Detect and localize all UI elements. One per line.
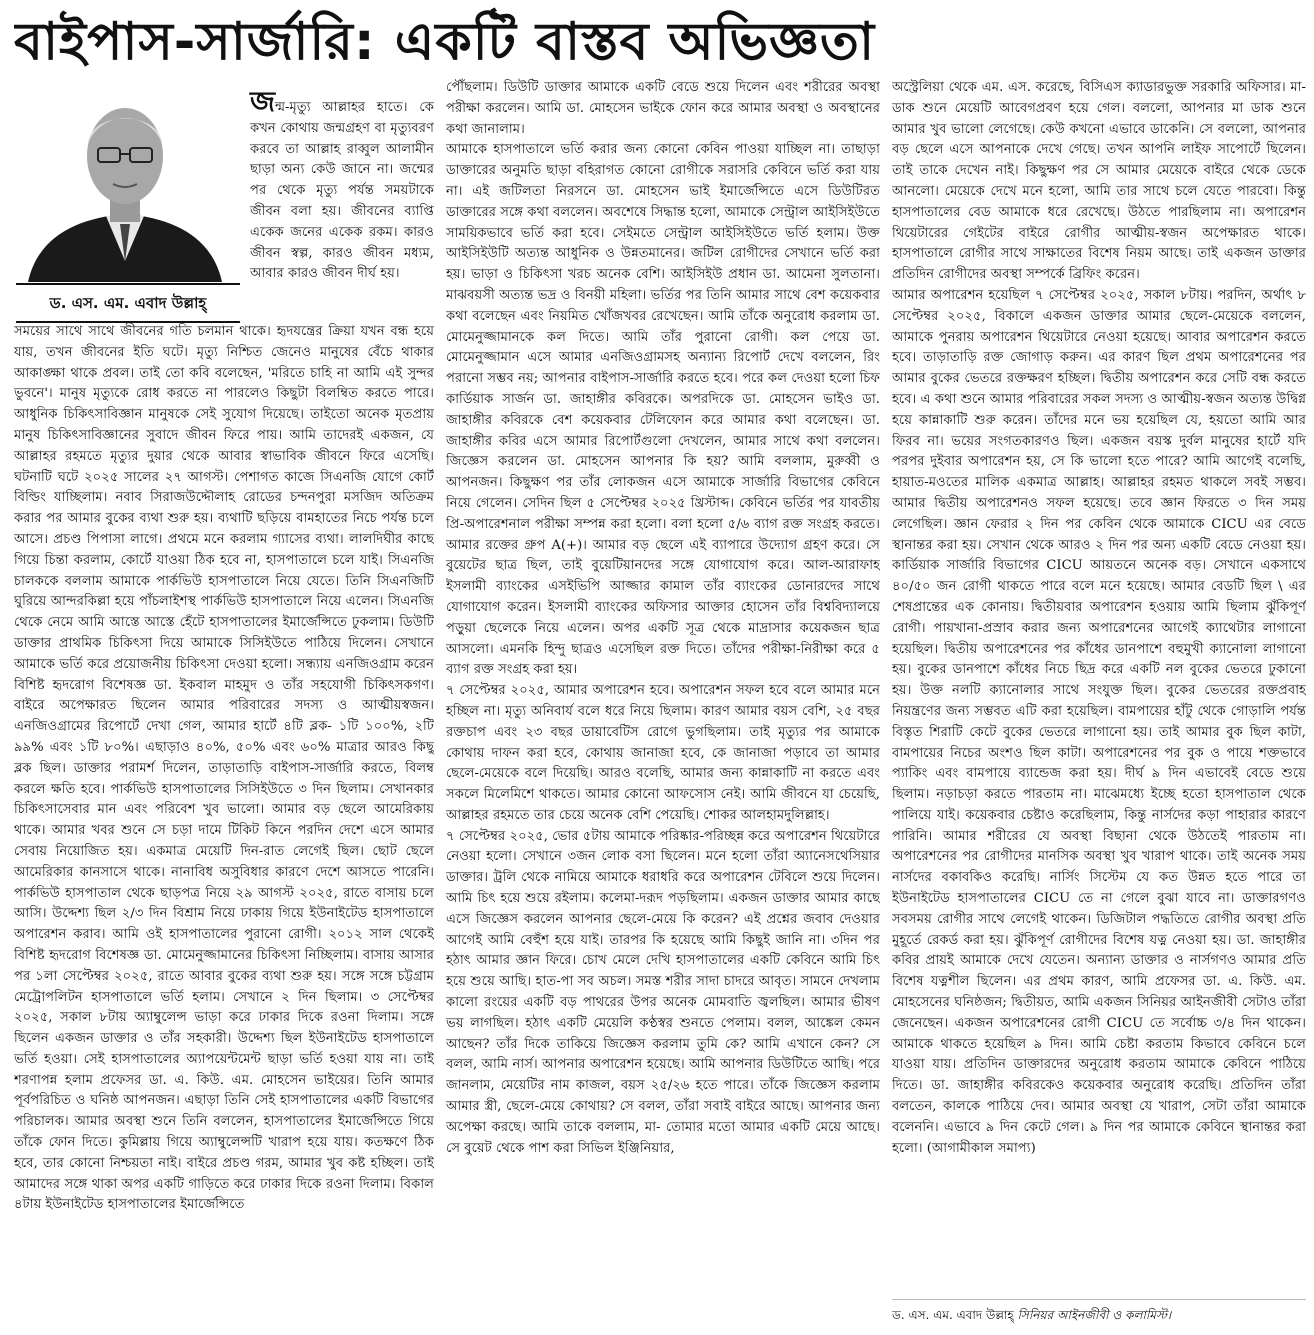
article-column-1 — [14, 78, 434, 1330]
author-block — [14, 78, 434, 322]
headline: বাইপাস-সার্জারি: একটি বাস্তব অভিজ্ঞতা — [14, 12, 876, 72]
author-byline: ড. এস. এম. এবাদ উল্লাহ্ — [16, 283, 240, 323]
col2-paragraph-4: ৭ সেপ্টেম্বর ২০২৫, ভোর ৫টায় আমাকে পরিষ্কার-পরিচ্ছন্ন করে অপারেশন থিয়েটারে নেওয়া হলো। সেখানে ৩জন লোক বসা ছিলেন। মনে হলো তাঁরা অ্যানেসথেসিয়ার ডাক্তার। ট্রলি থেকে নামিয়ে আমাকে ধরাধরি করে অপারেশন টেবিলে শুয়ে দিলেন। আমি চিৎ হয়ে শুয়ে রইলাম। কলেমা-দরূদ পড়ছিলাম। একজন ডাক্তার আমার কাছে এসে জিজ্ঞেস করলেন আপনার ছেলে-মেয়ে কি করেন? এই প্রশ্নের জবাব দেওয়ার আগেই আমি বেহুঁশ হয়ে যাই। তারপর কি হয়েছে আমি কিছুই জানি না। ৩দিন পর হঠাৎ আমার জ্ঞান ফিরে। চোখ মেলে দেখি হাসপাতালের একটি কেবিনে আমি চিৎ হয়ে শুয়ে আছি। হাত-পা সব অচল। সমস্ত শরীর সাদা চাদরে আবৃত। সামনে দেখলাম কালো রংয়ের একটি বড় পাথরের উপর অনেক মোমবাতি জ্বলছিল। আমার ভীষণ ভয় লাগছিল। হঠাৎ একটি মেয়েলি কণ্ঠস্বর শুনতে পেলাম। বলল, আঙ্কেল কেমন আছেন? তাঁর দিকে তাকিয়ে জিজ্ঞেস করলাম তুমি কে? আমি এখানে কেন? সে বলল, আমি নার্স। আপনার অপারেশন হয়েছে। আমি আপনার ডিউটিতে আছি। পরে জানলাম, মেয়েটির নাম কাজল, বয়স ২৫/২৬ হতে পারে। তাঁকে জিজ্ঞেস করলাম আমার স্ত্রী, ছেলে-মেয়ে কোথায়? সে বলল, তাঁরা সবাই বাইরে আছে। আপনার জন্য অপেক্ষা করছে। আমি তাকে বললাম, মা- তোমার মতো আমার একটি মেয়ে আছে। সে বুয়েট থেকে পাশ করা সিভিল ইঞ্জিনিয়ার, — [446, 828, 880, 1156]
intro-paragraph — [250, 85, 434, 285]
col2-paragraph-2: আমাকে হাসপাতালে ভর্তি করার জন্য কোনো কেবিন পাওয়া যাচ্ছিল না। তাছাড়া ডাক্তারের অনুমতি ছাড়া বহিরাগত কোনো রোগীকে সরাসরি কেবিনে ভর্তি করা যায় না। এই জটিলতা নিরসনে ডা. মোহসেন ভাই ইমার্জেন্সিতে এসে ডিউটিরত ডাক্তারের সঙ্গে কথা বললেন। অবশেষে সিদ্ধান্ত হলো, আমাকে সেন্ট্রাল আইসিইউতে সাময়িকভাবে ভর্তি করা হবে। সেইমতে সেন্ট্রাল আইসিইউতে ভর্তি হলাম। উক্ত আইসিইউটি অত্যন্ত আধুনিক ও উন্নতমানের। জটিল রোগীদের সেখানে ভর্তি করা হয়। ভাড়া ও চিকিৎসা খরচ অনেক বেশি। আইসিইউ প্রধান ডা. আমেনা সুলতানা। মাঝবয়সী অত্যন্ত ভদ্র ও বিনয়ী মহিলা। ভর্তির পর তিনি আমার সাথে বেশ কয়েকবার কথা বলেছেন এবং নিয়মিত খোঁজখবর রেখেছেন। আমি তাঁকে অনুরোধ করলাম ডা. মোমেনুজ্জামানকে কল দিতে। আমি তাঁর পুরানো রোগী। কল পেয়ে ডা. মোমেনুজ্জামান এসে আমার এনজিওগ্রামসহ অন্যান্য রিপোর্ট দেখে বললেন, রিং পরানো সম্ভব নয়; আপনার বাইপাস-সার্জারি করতে হবে। পরে কল দেওয়া হলো চিফ কার্ডিয়াক সার্জন ডা. জাহাঙ্গীর কবিরকে। অপরদিকে ডা. মোহসেন ভাইও ডা. জাহাঙ্গীর কবিরকে বেশ কয়েকবার টেলিফোন করে আমার কথা বলেছেন। ডা. জাহাঙ্গীর কবির এসে আমার রিপোর্টগুলো দেখলেন, আমার সাথে কথা বললেন। জিজ্ঞেস করলেন ডা. মোহসেন আপনার কি হয়? আমি বললাম, মুরুব্বী ও আপনজন। কিছুক্ষণ পর তাঁর লোকজন এসে আমাকে সার্জারি বিভাগের কেবিনে নিয়ে গেলেন। সেদিন ছিল ৫ সেপ্টেম্বর ২০২৫ খ্রিস্টাব্দ। কেবিনে ভর্তির পর যাবতীয় প্রি-অপারেশনাল পরীক্ষা সম্পন্ন করা হলো। বলা হলো ৫/৬ ব্যাগ রক্ত সংগ্রহ করতে। আমার রক্তের গ্রুপ A(+)। আমার বড় ছেলে এই ব্যাপারে উদ্যোগ গ্রহণ করে। সে বুয়েটের ছাত্র ছিল, তাই বুয়েটিয়ানদের সঙ্গে যোগাযোগ করে। আল-আরাফাহ ইসলামী ব্যাংকের এসইভিপি আজ্জার কামাল তাঁর ব্যাংকের ডোনারদের সাথে যোগাযোগ করেন। ইসলামী ব্যাংকের অফিসার আক্তার হোসেন তাঁর বিশ্ববিদ্যালয়ে পড়ুয়া ছেলেকে নিয়ে এলেন। অপর একটি সূত্র থেকে মাদ্রাসার কয়েকজন ছাত্র আসলো। এমনকি হিন্দু ছাত্রও এসেছিল রক্ত দিতে। তাঁদের পরীক্ষা-নিরীক্ষা করে ৫ ব্যাগ রক্ত সংগ্রহ করা হয়। — [446, 142, 880, 678]
author-footer-note — [892, 1299, 1306, 1324]
article-column-2 — [446, 78, 880, 1330]
col2-paragraph-3: ৭ সেপ্টেম্বর ২০২৫, আমার অপারেশন হবে। অপারেশন সফল হবে বলে আমার মনে হচ্ছিল না। মৃত্যু অনিবার্য বলে ধরে নিয়ে ছিলাম। কারণ আমার বয়স বেশি, ২৫ বছর রক্তচাপ এবং ২৩ বছর ডায়াবেটিস রোগে ভুগছিলাম। তাই মৃত্যুর পর আমাকে কোথায় দাফন করা হবে, কোথায় জানাজা হবে, কে জানাজা পড়াবে তা আমার ছেলে-মেয়েকে বলে দিয়েছি। আরও বলেছি, আমার জন্য কান্নাকাটি না করতে এবং সকলে মিলেমিশে থাকতে। আমার কোনো আফসোস নেই। আমি জীবনে যা চেয়েছি, আল্লাহর রহমতে তার চেয়ে অনেক বেশি পেয়েছি। শোকর আলহামদুলিল্লাহ। — [446, 683, 880, 823]
col3-body — [892, 78, 1306, 1278]
drop-cap: জ — [250, 85, 276, 118]
col3-paragraph-1: অস্ট্রেলিয়া থেকে এম. এস. করেছে, বিসিএস ক্যাডারভুক্ত সরকারি অফিসার। মা-ডাক শুনে মেয়েটি আবেগপ্রবণ হয়ে গেল। বললো, আপনার মা ডাক শুনে আমার খুব ভালো লেগেছে। কেউ কখনো এভাবে ডাকেনি। সে বললো, আপনার বড় ছেলে এসে আপনাকে দেখে গেছে। তখন আপনি লাইফ সাপোর্টে ছিলেন। তাই তাকে দেখেন নাই। কিছুক্ষণ পর সে আমার মেয়েকে বাইরে থেকে ডেকে আনলো। মেয়েকে দেখে মনে হলো, আমি তার সাথে চলে যেতে পারবো। কিন্তু হাসপাতালের বেড আমাকে ধরে রেখেছে। উঠতে পারছিলাম না। অপারেশন থিয়েটারের গেইটের বাইরে রোগীর আত্মীয়-স্বজন অপেক্ষারত থাকে। হাসপাতালে রোগীর সাথে সাক্ষাতের বিশেষ নিয়ম আছে। তাই একজন ডাক্তার প্রতিদিন রোগীদের অবস্থা সম্পর্কে ব্রিফিং করেন। — [892, 80, 1306, 283]
col3-paragraph-2: আমার অপারেশন হয়েছিল ৭ সেপ্টেম্বর ২০২৫, সকাল ৮টায়। পরদিন, অর্থাৎ ৮ সেপ্টেম্বর ২০২৫, বিকালে একজন ডাক্তার আমার ছেলে-মেয়েকে বললেন, আমাকে পুনরায় অপারেশন থিয়েটারে নেওয়া হয়েছে। আবার অপারেশন করতে হবে। তাড়াতাড়ি রক্ত জোগাড় করুন। এর কারণ ছিল প্রথম অপারেশনের পর আমার বুকের ভেতরে রক্তক্ষরণ হচ্ছিল। দ্বিতীয় অপারেশন করে সেটি বন্ধ করতে হবে। এ কথা শুনে আমার পরিবারের সকল সদস্য ও আত্মীয়-স্বজন অত্যন্ত উদ্বিগ্ন হয়ে কান্নাকাটি শুরু করেন। তাঁদের মনে ভয় হয়েছিল যে, হয়তো আমি আর ফিরব না। ভয়ের সংগতকারণও ছিল। একজন বয়স্ক দুর্বল মানুষের হার্টে যদি পরপর দুইবার অপারেশন হয়, সে কি ভালো হতে পারে? আমি আগেই বলেছি, হায়াত-মওতের মালিক একমাত্র আল্লাহ। আল্লাহর রহমত থাকলে সবই সম্ভব। আমার দ্বিতীয় অপারেশনও সফল হয়েছে। তবে জ্ঞান ফিরতে ৩ দিন সময় লেগেছিল। জ্ঞান ফেরার ২ দিন পর কেবিন থেকে আমাকে CICU এর বেডে স্থানান্তর করা হয়। সেখান থেকে আরও ২ দিন পর অন্য একটি বেডে নেওয়া হয়। কার্ডিয়াক সার্জারি বিভাগের CICU আয়তনে অনেক বড়। সেখানে একসাথে ৪০/৫০ জন রোগী থাকতে পারে বলে মনে হয়েছে। আমার বেডটি ছিল \ এর শেষপ্রান্তের এক কোনায়। দ্বিতীয়বার অপারেশন হওয়ায় আমি ছিলাম ঝুঁকিপূর্ণ রোগী। পায়খানা-প্রস্রাব করার জন্য অপারেশনের আগেই ক্যাথেটার লাগানো হয়েছিল। দ্বিতীয় অপারেশনের পর কাঁধের ডানপাশে বহুমুখী ক্যানোলা লাগানো হয়। বুকের ডানপাশে কাঁধের নিচে ছিদ্র করে একটি নল বুকের ভেতরে ঢুকানো হয়। উক্ত নলটি ক্যানোলার সাথে সংযুক্ত ছিল। বুকের ভেতরের রক্তপ্রবাহ নিয়ন্ত্রণের জন্য সম্ভবত এটি করা হয়েছিল। বামপায়ের হাঁটু থেকে গোড়ালি পর্যন্ত বিস্তৃত শিরাটি কেটে বুকের ভেতরে লাগানো হয়। তাই আমার বুক ছিল কাটা, বামপায়ের নিচের অংশও ছিল কাটা। অপারেশনের পর বুক ও পায়ে শক্তভাবে প্যাকিং এবং বামপায়ে ব্যান্ডেজ করা হয়। দীর্ঘ ৯ দিন এভাবেই বেডে শুয়ে ছিলাম। নড়াচড়া করতে পারতাম না। মাঝেমধ্যে ইচ্ছে হতো হাসপাতাল থেকে পালিয়ে যাই। কয়েকবার চেষ্টাও করেছিলাম, কিন্তু নার্সদের কড়া পাহারার কারণে পারিনি। আমার শরীরের যে অবস্থা বিছানা থেকে উঠতেই পারতাম না। অপারেশনের পর রোগীদের মানসিক অবস্থা খুব খারাপ থাকে। তাই অনেক সময় নার্সদের বকাবকিও করেছি। নার্সিং সিস্টেম যে কত উন্নত হতে পারে তা ইউনাইটেড হাসপাতালের CICU তে না গেলে বুঝা যাবে না। ডাক্তারগণও সবসময় রোগীর সাথে লেগেই থাকেন। ডিজিটাল পদ্ধতিতে রোগীর অবস্থা প্রতি মুহূর্তে রেকর্ড করা হয়। ঝুঁকিপূর্ণ রোগীদের বিশেষ যত্ন নেওয়া হয়। ডা. জাহাঙ্গীর কবির প্রায়ই আমাকে দেখে যেতেন। অন্যান্য ডাক্তার ও নার্সগণও আমার প্রতি বিশেষ যত্নশীল ছিলেন। এর প্রথম কারণ, আমি প্রফেসর ডা. এ. কিউ. এম. মোহসেনের ঘনিষ্ঠজন; দ্বিতীয়ত, আমি একজন সিনিয়র আইনজীবী সেটাও তাঁরা জেনেছেন। একজন অপারেশনের রোগী CICU তে সর্বোচ্চ ৩/৪ দিন থাকেন। আমাকে থাকতে হয়েছিল ৯ দিন। আমি চেষ্টা করতাম কিভাবে কেবিনে চলে যাওয়া যায়। প্রতিদিন ডাক্তারদের অনুরোধ করতাম আমাকে কেবিনে পাঠিয়ে দিতে। ডা. জাহাঙ্গীর কবিরকেও কয়েকবার অনুরোধ করেছি। প্রতিদিন তাঁরা বলতেন, কালকে পাঠিয়ে দেব। আমার অবস্থা যে খারাপ, সেটা তাঁরা আমাকে বলেননি। এভাবে ৯ দিন কেটে গেল। ৯ দিন পর আমাকে কেবিনে স্থানান্তর করা হলো। (আগামীকাল সমাপ্য) — [892, 287, 1306, 1156]
footer-author-name: ড. এস. এম. এবাদ উল্লাহ্ — [892, 1308, 1014, 1322]
column-1-body: সময়ের সাথে সাথে জীবনের গতি চলমান থাকে। হৃদযন্ত্রের ক্রিয়া যখন বন্ধ হয়ে যায়, তখন জীবনের ইতি ঘটে। মৃত্যু নিশ্চিত জেনেও মানুষের বেঁচে থাকার আকাঙ্ক্ষা থাকে প্রবল। তাই তো কবি বলেছেন, 'মরিতে চাহি না আমি এই সুন্দর ভুবনে'। মানুষ মৃত্যুকে রোধ করতে না পারলেও কিছুটা বিলম্বিত করতে পারে। আধুনিক চিকিৎসাবিজ্ঞান মানুষকে সেই সুযোগ দিয়েছে। তাইতো অনেক মৃতপ্রায় মানুষ চিকিৎসাবিজ্ঞানের সুবাদে জীবন ফিরে পায়। আমি তাদেরই একজন, যে আল্লাহর রহমতে মৃত্যুর দুয়ার থেকে আবার স্বাভাবিক জীবনে ফিরে এসেছি। ঘটনাটি ঘটে ২০২৫ সালের ২৭ আগস্ট। পেশাগত কাজে সিএনজি যোগে কোর্ট বিল্ডিং যাচ্ছিলাম। নবাব সিরাজউদ্দৌলাহ রোডের চন্দনপুরা মসজিদ অতিক্রম করার পর আমার বুকের ব্যথা শুরু হয়। ব্যথাটি ছড়িয়ে বামহাতের নিচে পর্যন্ত চলে আসে। প্রচণ্ড পিপাসা লাগে। প্রথমে মনে করলাম গ্যাসের ব্যথা। লালদিঘীর কাছে গিয়ে চিন্তা করলাম, কোর্টে যাওয়া ঠিক হবে না, হাসপাতালে চলে যাই। সিএনজি চালককে বললাম আমাকে পার্কভিউ হাসপাতালে নিয়ে যেতে। তিনি সিএনজিটি ঘুরিয়ে আন্দরকিল্লা হয়ে পাঁচলাইশস্থ পার্কভিউ হাসপাতালে নিয়ে এলেন। সিএনজি থেকে নেমে আমি আস্তে আস্তে হেঁটে হাসপাতালের ইমার্জেন্সিতে ঢুকলাম। ডিউটি ডাক্তার প্রাথমিক চিকিৎসা দিয়ে আমাকে সিসিইউতে পাঠিয়ে দিলেন। সেখানে আমাকে ভর্তি করে প্রয়োজনীয় চিকিৎসা দেওয়া হলো। সন্ধ্যায় এনজিওগ্রাম করেন বিশিষ্ট হৃদরোগ বিশেষজ্ঞ ডা. ইকবাল মাহমুদ ও তাঁর সহযোগী চিকিৎসকগণ। বাইরে অপেক্ষারত ছিলেন আমার পরিবারের সদস্য ও আত্মীয়স্বজন। এনজিওগ্রামের রিপোর্টে দেখা গেল, আমার হার্টে ৪টি ব্লক- ১টি ১০০%, ২টি ৯৯% এবং ১টি ৮০%। এছাড়াও ৪০%, ৫০% এবং ৬০% মাত্রার আরও কিছু ব্লক ছিল। ডাক্তার পরামর্শ দিলেন, তাড়াতাড়ি বাইপাস-সার্জারি করতে, বিলম্ব করলে ক্ষতি হবে। পার্কভিউ হাসপাতালের সিসিইউতে ৩ দিন ছিলাম। সেখানকার চিকিৎসাসেবার মান এবং পরিবেশ খুব ভালো। আমার বড় ছেলে আমেরিকায় থাকে। আমার খবর শুনে সে চড়া দামে টিকিট কিনে পরদিন দেশে এসে আমার সেবায় নিয়োজিত হয়। একমাত্র মেয়েটি দিন-রাত লেগেই ছিল। ছোট ছেলে আমেরিকার কানসাসে থাকে। নানাবিধ অসুবিধার কারণে দেশে আসতে পারেনি। পার্কভিউ হাসপাতাল থেকে ছাড়পত্র নিয়ে ২৯ আগস্ট ২০২৫, রাতে বাসায় চলে আসি। উদ্দেশ্য ছিল ২/৩ দিন বিশ্রাম নিয়ে ঢাকায় গিয়ে ইউনাইটেড হাসপাতালে অপারেশন করাব। আমি ওই হাসপাতালের পুরানো রোগী। ২০১২ সাল থেকেই বিশিষ্ট হৃদরোগ বিশেষজ্ঞ ডা. মোমেনুজ্জামানের চিকিৎসা নিচ্ছিলাম। বাসায় আসার পর ১লা সেপ্টেম্বর ২০২৫, রাতে আবার বুকের ব্যথা শুরু হয়। সঙ্গে সঙ্গে চট্টগ্রাম মেট্রোপলিটন হাসপাতালে ভর্তি হলাম। সেখানে ২ দিন ছিলাম। ৩ সেপ্টেম্বর ২০২৫, সকাল ৮টায় অ্যাম্বুলেন্স ভাড়া করে ঢাকার দিকে রওনা দিলাম। সঙ্গে ছিলেন একজন ডাক্তার ও তাঁর সহকারী। উদ্দেশ্য ছিল ইউনাইটেড হাসপাতালে ভর্তি হওয়া। সেই হাসপাতালের অ্যাপয়েন্টমেন্ট ছাড়া ভর্তি হওয়া যায় না। তাই শরণাপন্ন হলাম প্রফেসর ডা. এ. কিউ. এম. মোহসেন ভাইয়ের। তিনি আমার পূর্বপরিচিত ও ঘনিষ্ঠ আপনজন। এছাড়া তিনি সেই হাসপাতালের একটি বিভাগের পরিচালক। আমার অবস্থা শুনে তিনি বললেন, হাসপাতালের ইমার্জেন্সিতে গিয়ে তাঁকে ফোন দিতে। কুমিল্লায় গিয়ে অ্যাম্বুলেন্সটি খারাপ হয়ে যায়। কতক্ষণে ঠিক হবে, তার কোনো নিশ্চয়তা নাই। বাইরে প্রচণ্ড গরম, আমার খুব কষ্ট হচ্ছিল। তাই আমাদের সঙ্গে থাকা অপর একটি গাড়িতে করে ঢাকার দিকে রওনা দিলাম। বিকাল ৪টায় ইউনাইটেড হাসপাতালের ইমার্জেন্সিতে — [14, 324, 434, 1213]
intro-text: ন্ম-মৃত্যু আল্লাহর হাতে। কে কখন কোথায় জন্মগ্রহণ বা মৃত্যুবরণ করবে তা আল্লাহ রাব্বুল আলামীন ছাড়া অন্য কেউ জানে না। জন্মের পর থেকে মৃত্যু পর্যন্ত সময়টাকে জীবন বলা হয়। জীবনের ব্যাপ্তি একেক জনের একেক রকম। কারও জীবন স্বল্প, কারও জীবন মধ্যম, আবার কারও জীবন দীর্ঘ হয়। — [250, 100, 434, 282]
col2-paragraph-1: পৌঁছলাম। ডিউটি ডাক্তার আমাকে একটি বেডে শুয়ে দিলেন এবং শরীরের অবস্থা পরীক্ষা করলেন। আমি ডা. মোহসেন ভাইকে ফোন করে আমার অবস্থা ও অবস্থানের কথা জানালাম। — [446, 80, 880, 137]
author-photo — [18, 86, 232, 282]
article-column-3 — [892, 78, 1306, 1330]
footer-author-role: সিনিয়র আইনজীবী ও কলামিস্ট। — [1017, 1308, 1172, 1322]
